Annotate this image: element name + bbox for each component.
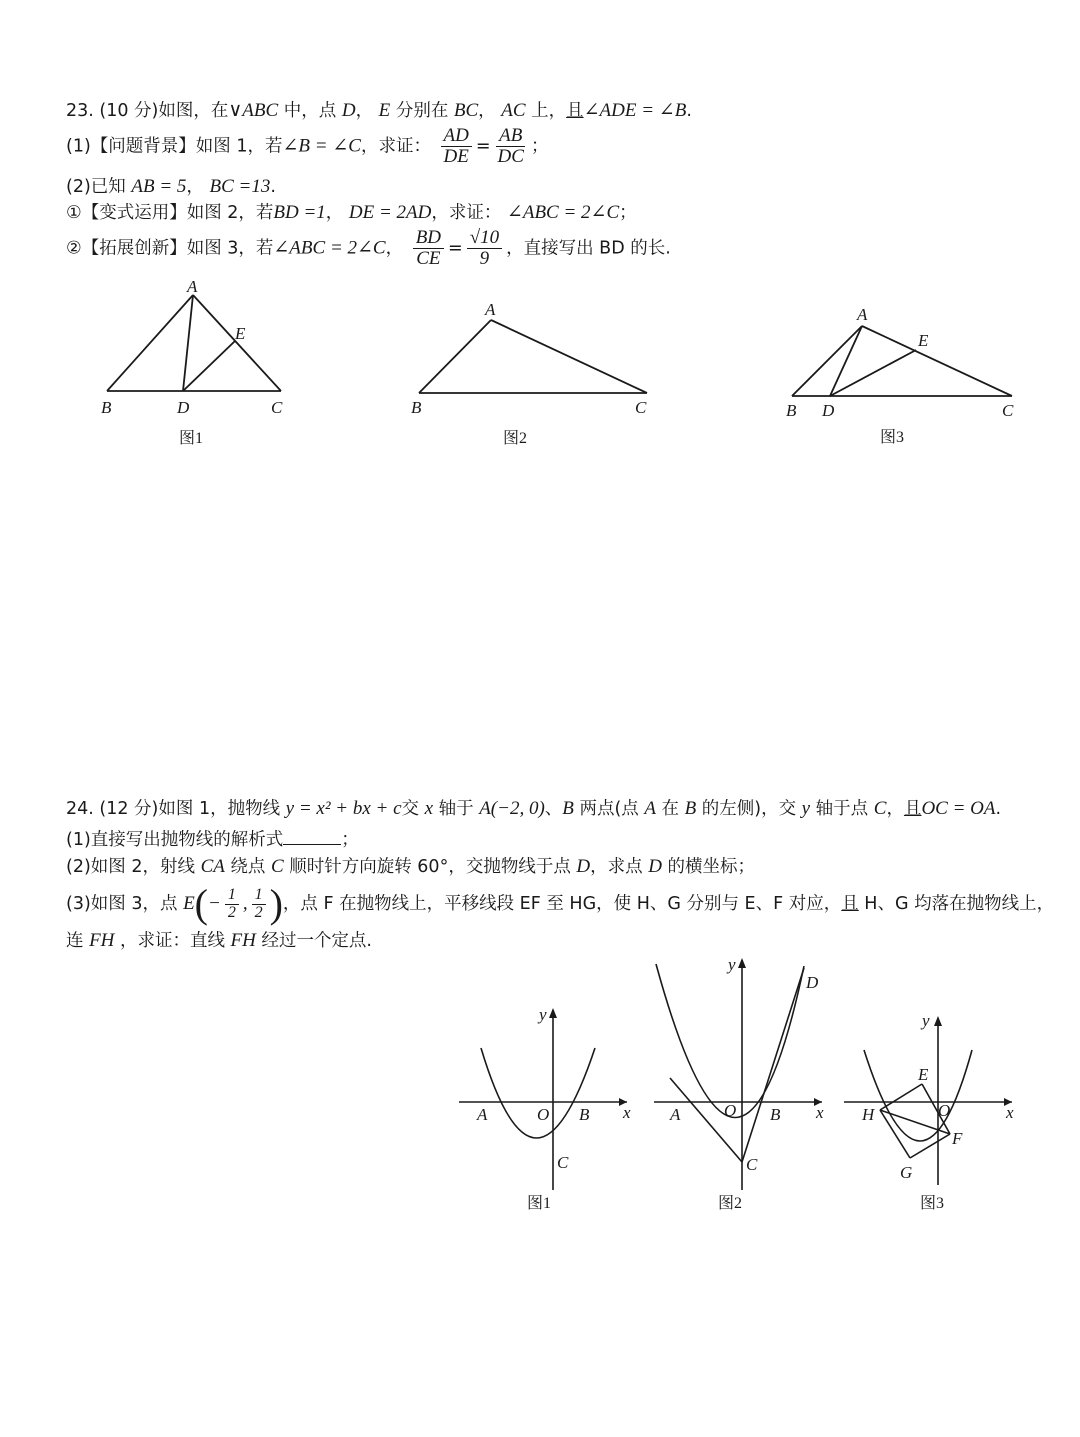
q24-point-b: B (562, 798, 574, 819)
q24-ray-ca: CA (200, 856, 225, 877)
q24-y: y (801, 798, 811, 819)
q23-triangle: ∨ABC (228, 100, 279, 121)
label-x: x (1006, 1103, 1014, 1122)
q23-part2a-goal: ∠ABC = 2∠C (506, 202, 620, 223)
equals-sign: = (448, 238, 463, 259)
q23-figure-3 (780, 300, 1030, 455)
q24-text: 的左侧)，交 (696, 799, 802, 819)
q24-parabola-equation: y = x² + bx + c (285, 798, 402, 819)
q24-figure-1 (455, 1000, 640, 1220)
label-a: A (187, 277, 198, 296)
label-a: A (670, 1105, 681, 1124)
minus-sign: − (208, 893, 221, 914)
label-e: E (235, 324, 246, 343)
q24-text: 绕点 (224, 857, 271, 877)
q24-point-d: D (576, 856, 591, 877)
right-paren: ) (269, 881, 283, 926)
label-b: B (770, 1105, 781, 1124)
q24-text: 顺时针方向旋转 60°，交抛物线于点 (283, 857, 577, 877)
label-c: C (635, 398, 647, 417)
q23-part2a (66, 202, 637, 225)
q24-text: 连 (66, 931, 90, 951)
label-o: O (724, 1101, 737, 1120)
q23-qie: 且 (566, 101, 584, 121)
fraction-denominator: 2 (227, 903, 236, 921)
q24-text: 经过一个定点. (255, 931, 373, 951)
q24-text: ，求点 (590, 857, 649, 877)
q23-part2b-condition: ∠ABC = 2∠C (273, 237, 386, 259)
label-b: B (101, 398, 112, 417)
q24-e-x-fraction (225, 887, 239, 922)
label-x: x (816, 1103, 824, 1122)
q23-part2-prefix: (2)已知 (66, 177, 132, 197)
label-d: D (806, 973, 819, 992)
q24-point-c: C (270, 856, 284, 877)
q23-text: ， (186, 177, 210, 197)
q24-part2-prefix: (2)如图 2，射线 (66, 857, 201, 877)
q23-part2a-prefix: ①【变式运用】如图 2，若 (66, 203, 274, 223)
label-g: G (900, 1163, 913, 1182)
q24-heading-prefix: 24. (12 分)如图 1，抛物线 (66, 799, 286, 819)
label-e: E (918, 1065, 929, 1084)
q23-part1-fraction1 (441, 126, 472, 167)
q23-point-e: E (378, 100, 391, 121)
q24-text: 的横坐标； (661, 857, 755, 877)
q23-point-d: D (341, 100, 356, 121)
q23-text: 上， (525, 101, 567, 121)
fraction-denominator: 2 (254, 903, 263, 921)
q23-part2 (66, 176, 276, 199)
figure-caption: 图1 (179, 430, 204, 447)
q24-point-a: A(−2, 0) (479, 798, 545, 819)
q24-e-y-fraction (252, 887, 266, 922)
q24-text: ； (341, 830, 359, 850)
q23-part1-fraction2 (495, 126, 527, 167)
q23-text: ； (530, 136, 549, 157)
q24-point-e: E (183, 893, 195, 914)
fraction-numerator: √10 (467, 228, 502, 249)
q23-seg-ac: AC (501, 100, 526, 121)
q23-text: ； (619, 203, 637, 223)
q23-condition: ∠ADE = ∠B (583, 100, 687, 121)
equals-sign: = (475, 136, 491, 157)
label-f: F (952, 1129, 963, 1148)
figure-caption: 图3 (880, 429, 905, 446)
q23-part2-condition2: BC =13 (209, 176, 271, 197)
q24-point-c: C (873, 798, 887, 819)
label-d: D (177, 398, 190, 417)
q24-text: . (995, 799, 1002, 819)
q24-part3 (66, 880, 1054, 928)
q23-text: ， (355, 101, 379, 121)
answer-blank (283, 828, 341, 845)
q24-x: x (424, 798, 434, 819)
q23-heading-text: 23. (10 分)如图，在 (66, 101, 229, 121)
q23-part1-condition: ∠B = ∠C (282, 135, 361, 157)
q23-text: ， (385, 238, 409, 259)
label-y: y (728, 955, 736, 974)
label-c: C (557, 1153, 569, 1172)
fraction-denominator: CE (416, 247, 441, 269)
q24-condition: OC = OA (921, 798, 996, 819)
q23-text: ，求证： (431, 203, 507, 223)
q24-qie: 且 (841, 894, 859, 914)
q23-part1-mid: ，求证： (360, 136, 431, 157)
q23-text: ，直接写出 BD 的长. (506, 238, 671, 259)
label-o: O (938, 1101, 951, 1120)
q24-heading (66, 798, 1001, 821)
q24-text: 轴于 (433, 799, 480, 819)
q23-part2b-prefix: ②【拓展创新】如图 3，若 (66, 238, 274, 259)
q23-text: ， (478, 101, 502, 121)
q24-part3-text: ，点 F 在抛物线上，平移线段 EF 至 HG，使 H、G 分别与 E、F 对应， (282, 894, 842, 914)
q24-text: 交 (401, 799, 425, 819)
q23-text: 中，点 (278, 101, 342, 121)
q24-text: ， (886, 799, 904, 819)
comma: , (242, 893, 248, 914)
q23-part1-prefix: (1)【问题背景】如图 1，若 (66, 136, 283, 157)
label-d: D (822, 401, 835, 420)
q23-part1 (66, 126, 548, 167)
figure-caption: 图2 (503, 430, 528, 447)
q23-text: . (686, 101, 692, 121)
figure-caption: 图1 (527, 1195, 552, 1212)
label-x: x (623, 1103, 631, 1122)
fraction-denominator: DC (497, 145, 524, 167)
q23-part2b-fraction2 (467, 228, 502, 269)
q23-text: 分别在 (390, 101, 454, 121)
q24-figure-3 (840, 1010, 1020, 1220)
fraction-numerator: BD (413, 228, 444, 249)
q23-part2b-fraction1 (413, 228, 444, 269)
q23-part2b (66, 228, 671, 269)
fraction-numerator: AB (496, 126, 525, 147)
label-b: B (786, 401, 797, 420)
q23-text: . (270, 177, 276, 197)
q23-figure-2 (405, 295, 665, 455)
label-a: A (477, 1105, 488, 1124)
label-c: C (1002, 401, 1014, 420)
fraction-numerator: 1 (225, 887, 239, 905)
label-b: B (579, 1105, 590, 1124)
figure-caption: 图3 (920, 1195, 945, 1212)
label-e: E (918, 331, 929, 350)
label-c: C (746, 1155, 758, 1174)
q24-part3-prefix: (3)如图 3，点 (66, 894, 184, 914)
figure-caption: 图2 (718, 1195, 743, 1212)
q23-seg-bc: BC (453, 100, 479, 121)
q24-part3-cont (66, 930, 372, 953)
q23-part2-condition1: AB = 5 (131, 176, 187, 197)
label-h: H (862, 1105, 875, 1124)
label-o: O (537, 1105, 550, 1124)
fraction-denominator: DE (443, 145, 469, 167)
fraction-denominator: 9 (479, 247, 490, 269)
q24-text: 、 (544, 799, 563, 819)
q24-text: 轴于点 (810, 799, 874, 819)
fraction-numerator: 1 (252, 887, 266, 905)
q24-line-fh: FH (230, 930, 256, 951)
q23-figure-1 (95, 275, 305, 455)
label-b: B (411, 398, 422, 417)
label-a: A (485, 300, 496, 319)
q24-text: 在 (655, 799, 685, 819)
q24-part3-text: H、G 均落在抛物线上， (858, 894, 1055, 914)
left-paren: ( (194, 881, 208, 926)
label-y: y (922, 1011, 930, 1030)
q24-figure-2 (650, 950, 835, 1220)
q24-qie: 且 (903, 799, 922, 819)
q23-heading (66, 100, 692, 123)
q24-line-fh: FH (89, 930, 115, 951)
label-a: A (857, 305, 868, 324)
fraction-numerator: AD (441, 126, 472, 147)
q24-point-d: D (648, 856, 662, 877)
q23-text: ， (325, 203, 349, 223)
q24-point-b: B (684, 798, 697, 819)
q24-text: ，求证：直线 (114, 931, 231, 951)
q24-text: 两点(点 (573, 799, 645, 819)
q24-part1 (66, 828, 359, 851)
label-c: C (271, 398, 283, 417)
q24-point-a: A (644, 798, 656, 819)
q24-part1-text: (1)直接写出抛物线的解析式 (66, 830, 284, 850)
q24-part2 (66, 856, 755, 879)
q23-part2a-condition2: DE = 2AD (348, 202, 432, 223)
q23-part2a-condition1: BD =1 (273, 202, 326, 223)
label-y: y (539, 1005, 547, 1024)
